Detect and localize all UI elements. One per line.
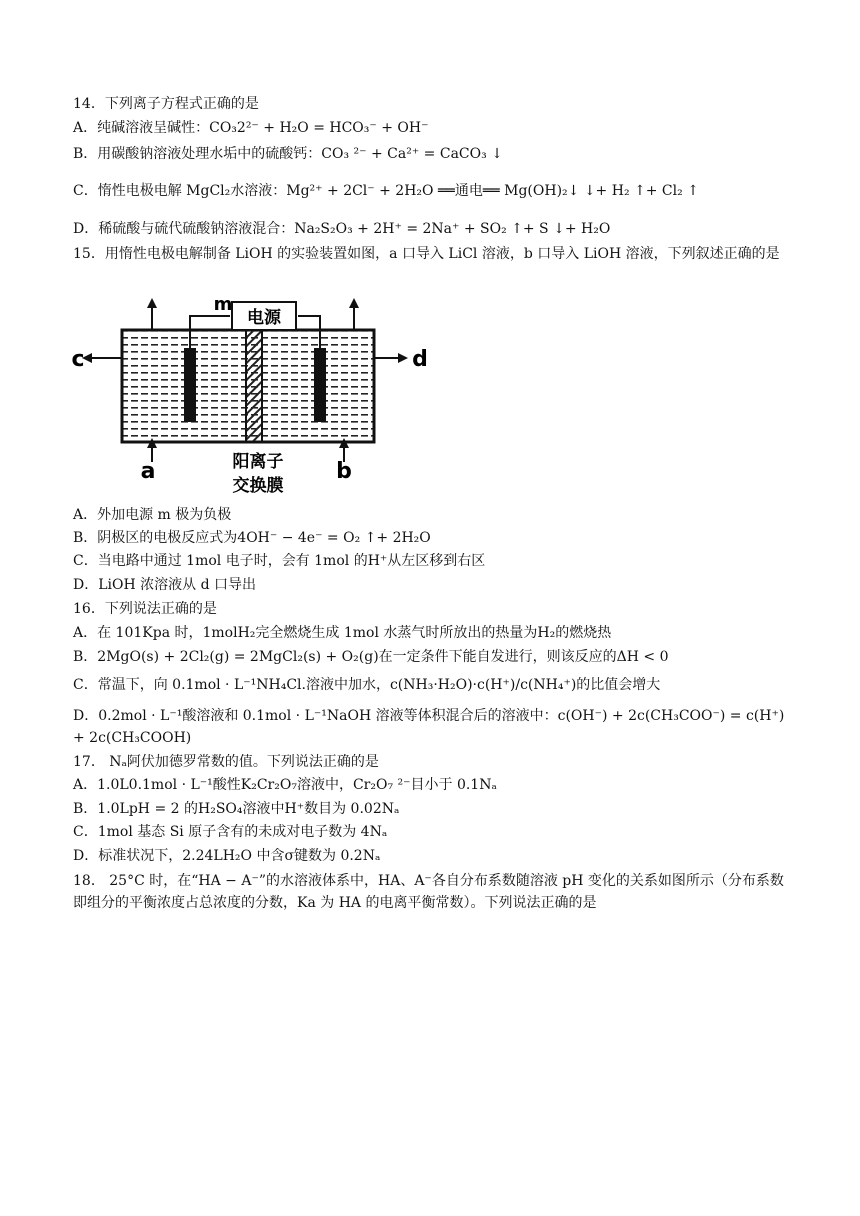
q14-option-c: C．惰性电极电解 MgCl₂水溶液：Mg²⁺ + 2Cl⁻ + 2H₂O ══通电══ Mg(OH)₂↓ ↓+ H₂ ↑+ Cl₂ ↑ — [73, 183, 699, 199]
q17-option-c: C．1mol 基态 Si 原子含有的未成对电子数为 4Nₐ — [73, 824, 388, 840]
membrane-label-1: 阳离子 — [232, 452, 284, 472]
power-label: 电源 — [247, 308, 281, 328]
q15-option-a: A．外加电源 m 极为负极 — [73, 507, 232, 523]
a-label: a — [140, 459, 156, 484]
electrolysis-diagram — [70, 292, 430, 504]
membrane — [246, 330, 262, 442]
d-label: d — [412, 347, 428, 372]
q17-option-d: D．标准状况下，2.24LH₂O 中含σ键数为 0.2Nₐ — [73, 848, 381, 864]
q17-option-a: A．1.0L0.1mol · L⁻¹酸性K₂Cr₂O₇溶液中，Cr₂O₇ ²⁻目小于 0.1Nₐ — [73, 777, 497, 793]
right-electrode — [314, 348, 326, 422]
q16-option-d: D．0.2mol · L⁻¹酸溶液和 0.1mol · L⁻¹NaOH 溶液等体积混合后的溶液中：c(OH⁻) + 2c(CH₃COO⁻) = c(H⁺) + 2c(CH₃COOH) — [73, 708, 785, 746]
q16-option-b: B．2MgO(s) + 2Cl₂(g) = 2MgCl₂(s) + O₂(g)在一定条件下能自发进行，则该反应的ΔH < 0 — [73, 649, 669, 665]
q14-option-a: A．纯碱溶液呈碱性：CO₃2²⁻ + H₂O = HCO₃⁻ + OH⁻ — [73, 120, 429, 136]
m-label: m — [213, 294, 233, 315]
q17-option-b: B．1.0LpH = 2 的H₂SO₄溶液中H⁺数目为 0.02Nₐ — [73, 801, 400, 817]
left-electrode — [184, 348, 196, 422]
q15-option-c: C．当电路中通过 1mol 电子时，会有 1mol 的H⁺从左区移到右区 — [73, 553, 486, 569]
right-gas-arrow — [349, 298, 359, 308]
q15-stem: 15．用惰性电极电解制备 LiOH 的实验装置如图，a 口导入 LiCl 溶液，b 口导入 LiOH 溶液，下列叙述正确的是 — [73, 246, 780, 262]
c-label: c — [71, 347, 85, 372]
left-gas-arrow — [147, 298, 157, 308]
q18-stem: 18． 25°C 时，在“HA − A⁻”的水溶液体系中，HA、A⁻各自分布系数随溶液 pH 变化的关系如图所示（分布系数即组分的平衡浓度占总浓度的分数，Ka 为 HA 的电离平衡常数）。下列说法正确的是 — [73, 873, 784, 911]
b-label: b — [336, 459, 352, 484]
q15-option-d: D．LiOH 浓溶液从 d 口导出 — [73, 577, 256, 593]
q14-option-b: B．用碳酸钠溶液处理水垢中的硫酸钙：CO₃ ²⁻ + Ca²⁺ = CaCO₃ ↓ — [73, 146, 503, 162]
q16-option-c: C．常温下，向 0.1mol · L⁻¹NH₄Cl.溶液中加水，c(NH₃·H₂O)·c(H⁺)/c(NH₄⁺)的比值会增大 — [73, 677, 661, 693]
d-arrow — [398, 353, 408, 363]
q17-stem: 17． Nₐ阿伏加德罗常数的值。下列说法正确的是 — [73, 754, 379, 770]
q14-stem: 14．下列离子方程式正确的是 — [73, 96, 259, 112]
q16-option-a: A．在 101Kpa 时，1molH₂完全燃烧生成 1mol 水蒸气时所放出的热量为H₂的燃烧热 — [73, 625, 612, 641]
q14-option-d: D．稀硫酸与硫代硫酸钠溶液混合：Na₂S₂O₃ + 2H⁺ = 2Na⁺ + SO₂ ↑+ S ↓+ H₂O — [73, 221, 611, 237]
q15-option-b: B．阴极区的电极反应式为4OH⁻ − 4e⁻ = O₂ ↑+ 2H₂O — [73, 530, 431, 546]
q16-stem: 16．下列说法正确的是 — [73, 601, 217, 617]
membrane-label-2: 交换膜 — [232, 476, 284, 496]
